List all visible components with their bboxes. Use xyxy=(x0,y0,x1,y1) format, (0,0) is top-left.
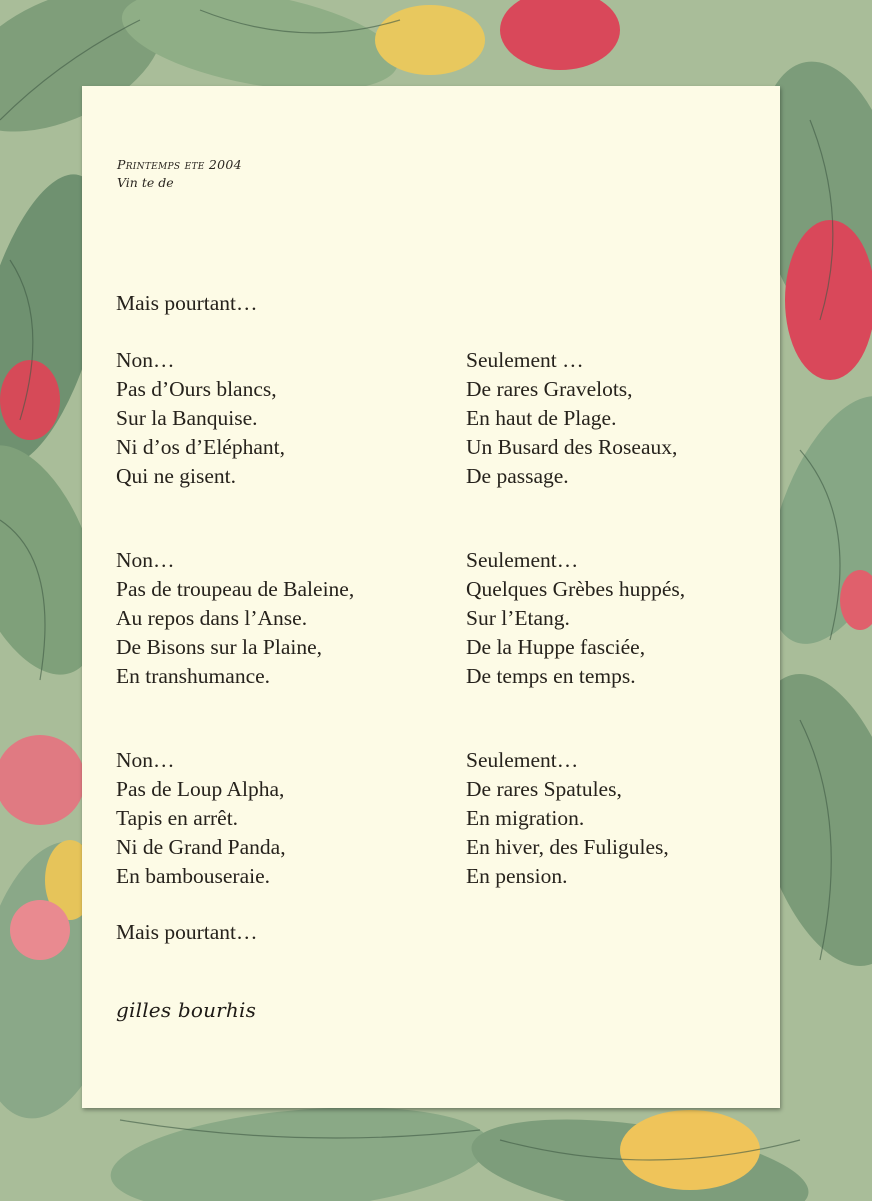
poem-line: En migration. xyxy=(466,806,585,830)
poem-line: En pension. xyxy=(466,864,568,888)
outro-line: Mais pourtant… xyxy=(116,920,258,944)
stanza-1-left xyxy=(116,346,285,491)
poem-line: Non… xyxy=(116,548,175,572)
poem-line: Sur l’Etang. xyxy=(466,606,570,630)
poem-line: Sur la Banquise. xyxy=(116,406,258,430)
poem-line: En hiver, des Fuligules, xyxy=(466,835,669,859)
header xyxy=(117,156,242,192)
poem-line: Ni de Grand Panda, xyxy=(116,835,286,859)
season-label: Printemps ete 2004 xyxy=(117,157,242,172)
header-subtitle: Vin te de xyxy=(117,175,174,190)
poem-line: Tapis en arrêt. xyxy=(116,806,239,830)
poem-line: Seulement… xyxy=(466,748,579,772)
stanza-2-right xyxy=(466,546,685,691)
poem-line: Pas d’Ours blancs, xyxy=(116,377,277,401)
poem-line: De rares Gravelots, xyxy=(466,377,633,401)
poem-line: Au repos dans l’Anse. xyxy=(116,606,308,630)
stanza-3-left xyxy=(116,746,286,891)
poem-line: De la Huppe fasciée, xyxy=(466,635,646,659)
poem-line: Quelques Grèbes huppés, xyxy=(466,577,686,601)
intro-line: Mais pourtant… xyxy=(116,291,258,315)
poem-line: Seulement … xyxy=(466,348,584,372)
poem-line: De rares Spatules, xyxy=(466,777,622,801)
poem-sheet xyxy=(82,86,780,1108)
stanza-1-right xyxy=(466,346,677,491)
stanza-2-left xyxy=(116,546,354,691)
poem-line: Pas de troupeau de Baleine, xyxy=(116,577,355,601)
poem-line: Non… xyxy=(116,748,175,772)
poem-line: Seulement… xyxy=(466,548,579,572)
poem-line: En transhumance. xyxy=(116,664,271,688)
poem-line: En bambouseraie. xyxy=(116,864,271,888)
poem-line: Qui ne gisent. xyxy=(116,464,237,488)
poem-line: Ni d’os d’Eléphant, xyxy=(116,435,285,459)
poem-line: Pas de Loup Alpha, xyxy=(116,777,285,801)
author-signature: gilles bourhis xyxy=(116,998,257,1022)
stanza-3-right xyxy=(466,746,669,891)
poem-line: Non… xyxy=(116,348,175,372)
poem-line: Un Busard des Roseaux, xyxy=(466,435,678,459)
poem-line: De Bisons sur la Plaine, xyxy=(116,635,323,659)
poem-line: De temps en temps. xyxy=(466,664,636,688)
poem-line: En haut de Plage. xyxy=(466,406,617,430)
poem-line: De passage. xyxy=(466,464,569,488)
